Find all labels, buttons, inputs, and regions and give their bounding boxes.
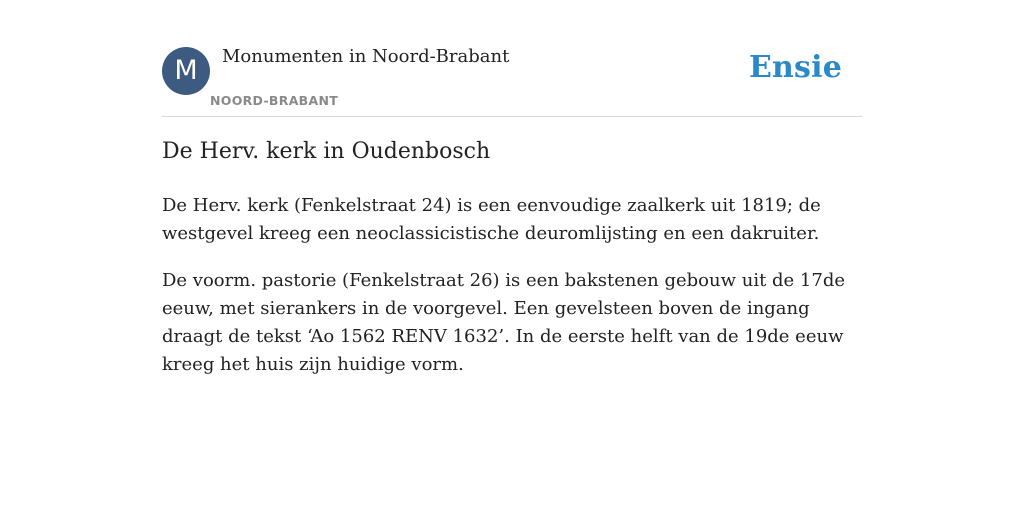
article-paragraph: De voorm. pastorie (Fenkelstraat 26) is een bakstenen gebouw uit de 17de eeuw, met sierankers in de voorgevel. Een gevelsteen boven de ingang draagt de tekst ‘Ao 1562 RENV 1632’. In de eerste helft van de 19de eeuw kreeg het huis zijn huidige vorm. — [162, 270, 846, 375]
ensie-logo[interactable]: Ensie — [748, 50, 842, 85]
article-paragraph: De Herv. kerk (Fenkelstraat 24) is een eenvoudige zaalkerk uit 1819; de westgevel kreeg een neoclassicistische deuromlijsting en een dakruiter. — [162, 195, 821, 244]
page-container — [162, 0, 862, 375]
collection-title-link[interactable]: Monumenten in Noord-Brabant — [222, 46, 510, 67]
region-label[interactable]: NOORD-BRABANT — [210, 93, 339, 108]
article-body — [162, 192, 862, 398]
article-title: De Herv. kerk in Oudenbosch — [162, 139, 491, 164]
page-header — [162, 0, 862, 117]
collection-avatar[interactable]: M — [162, 47, 210, 95]
